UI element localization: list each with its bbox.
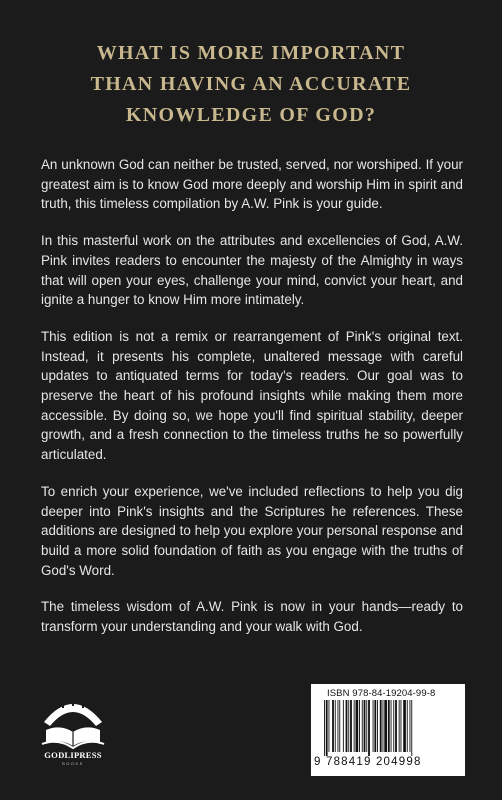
barcode-icon [324, 700, 456, 756]
description-paragraph-4: To enrich your experience, we've included reflections to help you dig deeper into Pink's insights and the Scriptures he references. These additions are designed to help you explore your personal response and build a more solid foundation of faith as you engage with the truths of God's Word. [41, 483, 463, 578]
headline-line-3: KNOWLEDGE OF GOD? [125, 104, 377, 126]
publisher-tagline: BOOKS [62, 761, 84, 766]
barcode-digits: 9 788419 204998 [314, 756, 422, 768]
description-paragraph-5: The timeless wisdom of A.W. Pink is now in your hands—ready to transform your understanding and your walk with God. [41, 599, 463, 635]
book-description [41, 155, 463, 654]
isbn-label: ISBN 978-84-19204-99-8 [327, 688, 436, 699]
description-paragraph-3: This edition is not a remix or rearrangement of Pink's original text. Instead, it presents his complete, unaltered message with careful updates to antiquated terms for today's readers. Our goal was to preserve the heart of his profound insights while making them more accessible. By doing so, we hope you'll find spiritual stability, deeper growth, and a fresh connection to the timeless truths he so powerfully articulated. [41, 328, 463, 463]
headline-line-2: THAN HAVING AN ACCURATE [90, 73, 412, 95]
description-paragraph-1: An unknown God can neither be trusted, served, nor worshiped. If your greatest aim is to know God more deeply and worship Him in spirit and truth, this timeless compilation by A.W. Pink is your guide. [41, 157, 463, 212]
headline-line-1: WHAT IS MORE IMPORTANT [96, 42, 406, 64]
publisher-name: GODLIPRESS [44, 750, 102, 760]
back-cover-headline [40, 38, 462, 131]
description-paragraph-2: In this masterful work on the attributes and excellencies of God, A.W. Pink invites readers to encounter the majesty of the Almighty in ways that will open your eyes, challenge your mind, convict your heart, and ignite a hunger to know Him more intimately. [41, 233, 463, 308]
